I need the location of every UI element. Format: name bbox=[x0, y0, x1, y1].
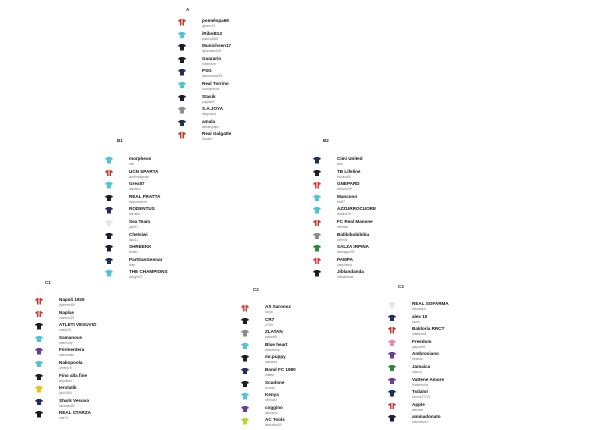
team-owner: cr780 bbox=[265, 322, 273, 327]
team-owner: marteo022 bbox=[59, 315, 75, 320]
team-name[interactable]: PSG bbox=[202, 68, 212, 74]
team-owner: alevann bbox=[412, 407, 424, 412]
team-name[interactable]: morpheus bbox=[129, 156, 152, 161]
team-owner: mattis78 bbox=[59, 328, 72, 333]
team-owner: neil bbox=[129, 162, 134, 166]
jersey-icon bbox=[241, 330, 249, 337]
jersey-icon bbox=[35, 374, 43, 381]
team-owner: marmorty bbox=[59, 340, 73, 345]
jersey-icon bbox=[388, 390, 396, 397]
team-owner: sabastra bbox=[265, 360, 278, 365]
team-name[interactable]: Grex87 bbox=[129, 181, 145, 187]
team-name[interactable]: Bidibibobibibu bbox=[337, 231, 370, 237]
team-name[interactable]: REAL FRATTA bbox=[129, 193, 161, 199]
team-owner: oreary78 bbox=[59, 365, 72, 370]
team-owner: mat74 bbox=[59, 416, 68, 421]
team-name[interactable]: Sea Team bbox=[129, 218, 151, 224]
jersey-icon bbox=[241, 355, 249, 362]
team-owner: gihann74 bbox=[202, 24, 216, 28]
jersey-icon bbox=[241, 343, 249, 350]
jersey-icon bbox=[388, 352, 396, 359]
team-owner: kazm bbox=[412, 319, 420, 324]
jersey-icon bbox=[313, 207, 321, 214]
team-name[interactable]: alex 10 bbox=[412, 313, 428, 319]
team-name[interactable]: Samanous bbox=[59, 334, 83, 340]
team-name[interactable]: Chelsiwi bbox=[129, 231, 148, 237]
group-c3-title: C3 bbox=[398, 284, 404, 289]
team-name[interactable]: S.A.JOYA bbox=[202, 106, 224, 112]
team-name[interactable]: FC Real Manone bbox=[337, 218, 373, 224]
jersey-icon bbox=[105, 170, 113, 177]
jersey-icon bbox=[313, 157, 321, 164]
jersey-icon bbox=[241, 418, 249, 425]
team-owner: dought73 bbox=[129, 275, 143, 280]
jersey-icon bbox=[178, 57, 186, 64]
team-owner: alpacafan200 bbox=[202, 49, 222, 54]
team-owner: ubiofaro bbox=[129, 187, 141, 192]
team-name[interactable]: mr.puppy bbox=[265, 354, 286, 360]
jersey-icon bbox=[388, 302, 396, 309]
team-owner: antonimmo bbox=[412, 420, 428, 425]
jersey-icon bbox=[105, 157, 113, 164]
team-owner: alessiopapo bbox=[202, 124, 220, 129]
jersey-icon bbox=[35, 336, 43, 343]
jersey-icon bbox=[35, 323, 43, 330]
group-c2-title: C2 bbox=[253, 287, 259, 292]
team-owner: tommy777Z1 bbox=[412, 395, 431, 400]
team-owner: frantemona bbox=[412, 382, 429, 387]
team-owner: rocciopenna bbox=[202, 86, 220, 91]
jersey-icon bbox=[178, 95, 186, 102]
jersey-icon bbox=[388, 327, 396, 334]
jersey-icon bbox=[35, 361, 43, 368]
team-owner: ciccam bbox=[202, 137, 212, 142]
team-owner: lorenini bbox=[337, 237, 348, 242]
team-owner: frin87 bbox=[337, 199, 345, 204]
group-b1-title: B1 bbox=[117, 138, 123, 143]
jersey-icon bbox=[35, 411, 43, 418]
team-owner: fredriv bbox=[129, 250, 138, 255]
team-owner: akki11 bbox=[129, 237, 138, 242]
jersey-icon bbox=[178, 44, 186, 51]
team-name[interactable]: coggino bbox=[265, 404, 283, 410]
team-name[interactable]: ATLETI VESUVIO bbox=[59, 322, 97, 328]
team-name[interactable]: Bond FC 1980 bbox=[265, 366, 296, 372]
team-name[interactable]: AZZURROCUORE bbox=[337, 206, 377, 212]
team-owner: fabriziton53 bbox=[265, 423, 282, 428]
team-owner: lonyd bbox=[265, 310, 273, 314]
jersey-icon bbox=[241, 393, 249, 400]
team-name[interactable]: Scudone bbox=[265, 379, 285, 385]
team-owner: thepresident bbox=[129, 199, 147, 204]
team-name[interactable]: PartSanGennar bbox=[129, 256, 163, 262]
team-name[interactable]: Jiblandanda bbox=[337, 269, 364, 275]
jersey-icon bbox=[241, 381, 249, 388]
team-owner: macarmas bbox=[59, 353, 74, 358]
team-owner: robertoerr bbox=[202, 61, 216, 66]
team-name[interactable]: pomelopa69 bbox=[202, 18, 229, 23]
team-name[interactable]: Guarario bbox=[202, 55, 222, 61]
team-name[interactable]: Tsdalol bbox=[412, 389, 428, 395]
jersey-icon bbox=[313, 258, 321, 265]
team-owner: zlatan65 bbox=[265, 335, 278, 340]
jersey-icon bbox=[35, 298, 43, 305]
jersey-icon bbox=[313, 245, 321, 252]
jersey-icon bbox=[35, 348, 43, 355]
jersey-icon bbox=[388, 403, 396, 410]
team-owner: alcpatrizi bbox=[59, 378, 72, 383]
team-name[interactable]: ammadonato bbox=[412, 414, 441, 420]
team-owner: paglia09 bbox=[202, 99, 215, 104]
team-name[interactable]: THE CHAMPIONS bbox=[129, 269, 168, 275]
team-owner: raffabarrill bbox=[412, 332, 427, 337]
team-owner: uriarte bbox=[265, 372, 275, 377]
team-name[interactable]: Ierolatik bbox=[59, 385, 77, 391]
team-name[interactable]: Munichsen17 bbox=[202, 43, 232, 49]
jersey-icon bbox=[105, 245, 113, 252]
team-name[interactable]: SALZA IRPINA bbox=[337, 244, 369, 250]
jersey-icon bbox=[388, 340, 396, 347]
team-name[interactable]: Kenya bbox=[265, 392, 279, 398]
team-owner: gurf21 bbox=[129, 224, 139, 229]
team-name[interactable]: Real Galgatte bbox=[202, 131, 232, 137]
team-name[interactable]: ZLATAN bbox=[265, 329, 283, 335]
team-owner: pattyhamp bbox=[337, 262, 352, 267]
group-a-title: A bbox=[186, 7, 190, 12]
jersey-icon bbox=[105, 207, 113, 214]
team-owner: scorda bbox=[265, 385, 275, 390]
team-name[interactable]: Stasik bbox=[202, 93, 216, 99]
jersey-icon bbox=[313, 270, 321, 277]
team-name[interactable]: Vattene Amore bbox=[412, 376, 444, 382]
jersey-icon bbox=[313, 233, 321, 240]
jersey-icon bbox=[313, 195, 321, 202]
team-owner: thewagon99 bbox=[337, 250, 355, 255]
team-name[interactable]: amala bbox=[202, 118, 216, 124]
team-owner: tobiaslanda bbox=[337, 275, 354, 280]
jersey-icon bbox=[313, 220, 321, 227]
team-name[interactable]: Formentera bbox=[59, 347, 85, 353]
team-name[interactable]: Shark Vesuvo bbox=[59, 397, 90, 403]
jersey-icon bbox=[105, 233, 113, 240]
jersey-icon bbox=[178, 82, 186, 89]
jersey-icon bbox=[105, 182, 113, 189]
team-name[interactable]: PAMPA bbox=[337, 256, 353, 262]
team-owner: desmonda226 bbox=[202, 74, 223, 79]
team-name[interactable]: REAL SOFARMA bbox=[412, 301, 449, 306]
team-name[interactable]: RODENTUS bbox=[129, 206, 155, 212]
team-owner: vifeman bbox=[337, 224, 349, 229]
group-c1-title: C1 bbox=[45, 280, 51, 285]
group-b2-title: B2 bbox=[323, 138, 329, 143]
jersey-icon bbox=[241, 318, 249, 325]
jersey-icon bbox=[178, 19, 186, 26]
team-owner: guerrero89 bbox=[59, 303, 75, 307]
team-name[interactable]: Naplas bbox=[59, 309, 75, 315]
jersey-icon bbox=[388, 365, 396, 372]
team-owner: jack1984 bbox=[59, 391, 72, 396]
team-owner: dkoracco bbox=[265, 410, 278, 415]
jersey-icon bbox=[105, 195, 113, 202]
jersey-icon bbox=[388, 378, 396, 385]
jersey-icon bbox=[178, 32, 186, 39]
team-owner: giapoch8 bbox=[412, 344, 425, 349]
jersey-icon bbox=[105, 270, 113, 277]
jersey-icon bbox=[313, 182, 321, 189]
team-name[interactable]: Cimi United bbox=[337, 156, 363, 161]
team-name[interactable]: Nakopoola bbox=[59, 359, 83, 365]
jersey-icon bbox=[388, 415, 396, 422]
team-owner: worthmagnum bbox=[129, 174, 150, 179]
jersey-icon bbox=[313, 170, 321, 177]
team-name[interactable]: REAL STARZA bbox=[59, 410, 91, 416]
jersey-icon bbox=[178, 120, 186, 127]
team-owner: ritrando bbox=[412, 357, 423, 362]
jersey-icon bbox=[105, 220, 113, 227]
team-owner: aute bbox=[129, 262, 136, 267]
jersey-icon bbox=[35, 399, 43, 406]
team-name[interactable]: Napoli 1926 bbox=[59, 297, 85, 302]
team-name[interactable]: Ambrosiano bbox=[412, 351, 439, 357]
jersey-icon bbox=[241, 406, 249, 413]
jersey-icon bbox=[35, 386, 43, 393]
team-name[interactable]: UCN SPARTA bbox=[129, 168, 159, 174]
team-name[interactable]: GNEPARD bbox=[337, 181, 360, 187]
team-name[interactable]: CR7 bbox=[265, 316, 275, 322]
team-owner: sirturcio99 bbox=[337, 187, 352, 192]
jersey-icon bbox=[178, 107, 186, 114]
team-owner: ultimo80 bbox=[265, 398, 278, 403]
team-name[interactable]: Freedom bbox=[412, 338, 432, 344]
team-owner: theosfano bbox=[412, 307, 427, 311]
jersey-icon bbox=[178, 69, 186, 76]
team-name[interactable]: Fino alla fine bbox=[59, 372, 88, 378]
team-name[interactable]: Baldoria RRCT bbox=[412, 326, 445, 332]
team-name[interactable]: Blue heart bbox=[265, 341, 288, 347]
team-owner: andrefana bbox=[265, 347, 280, 352]
team-name[interactable]: Apple bbox=[412, 401, 425, 407]
jersey-icon bbox=[241, 368, 249, 375]
team-owner: cristina78 bbox=[337, 212, 351, 217]
team-owner: harraka bbox=[129, 212, 140, 217]
team-name[interactable]: iRiboB13 bbox=[202, 30, 222, 36]
jersey-icon bbox=[178, 132, 186, 139]
team-name[interactable]: AC Tools bbox=[265, 417, 285, 423]
jersey-icon bbox=[241, 305, 249, 312]
team-name[interactable]: Jamaica bbox=[412, 363, 431, 369]
team-name[interactable]: SHREEKK bbox=[129, 244, 152, 250]
team-owner: antonio888 bbox=[202, 36, 218, 41]
team-owner: pino bbox=[337, 162, 344, 166]
team-name[interactable]: AS Saronoz bbox=[265, 304, 291, 309]
team-name[interactable]: Mancoon bbox=[337, 193, 358, 199]
team-owner: diegocara bbox=[202, 112, 216, 117]
jersey-icon bbox=[388, 315, 396, 322]
team-owner: fuccirio66 bbox=[337, 174, 351, 179]
team-owner: marcoj bbox=[412, 369, 422, 374]
team-name[interactable]: TB Lifeline bbox=[337, 168, 361, 174]
team-owner: lucamas89 bbox=[59, 403, 75, 408]
jersey-icon bbox=[35, 311, 43, 318]
team-name[interactable]: Real Torrino bbox=[202, 80, 229, 86]
jersey-icon bbox=[105, 258, 113, 265]
